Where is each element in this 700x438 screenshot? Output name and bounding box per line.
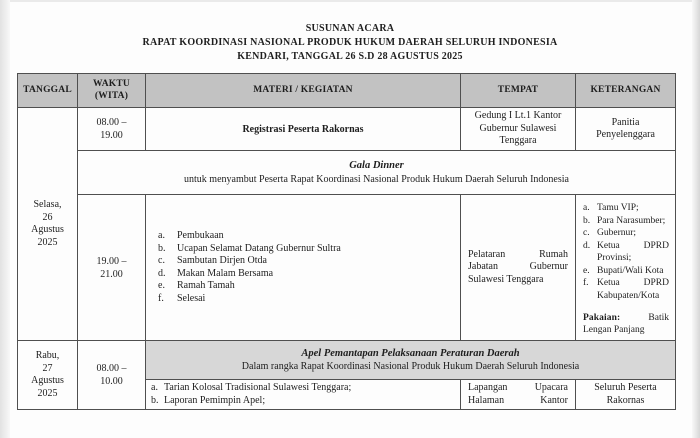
evening-agenda-row [18,195,676,341]
dress-code [583,313,669,336]
tempat-evening-line2: Jabatan Gubernur [468,261,568,273]
title-line-2: RAPAT KOORDINASI NASIONAL PRODUK HUKUM DAERAH SELURUH INDONESIA [142,37,558,48]
date-day1-line2: 26 [42,211,53,223]
date-day2-line2: 27 [42,362,53,374]
agenda-item: e. Ramah Tamah [158,280,235,291]
invitee-item: f. Ketua DPRD Kabupaten/Kota [583,278,669,301]
agenda-item: f. Selesai [158,292,206,304]
tempat-evening-line1: Pelataran Rumah [468,248,568,260]
tempat-cell-evening [461,195,576,341]
agenda-item: c. Sambutan Dirjen Otda [158,255,267,266]
tempat-morning-line1: Lapangan Upacara [468,382,568,393]
photo-edge-top [0,0,700,2]
registration-row [18,108,676,151]
tempat-evening-line3: Sulawesi Tenggara [468,273,544,285]
apel-subtitle: Dalam rangka Rapat Koordinasi Nasional Produk Hukum Daerah Seluruh Indonesia [241,361,580,372]
apel-banner-row [18,341,676,380]
gala-dinner-title: Gala Dinner [349,160,404,171]
header-tempat: TEMPAT [461,74,576,108]
title-line-3: KENDARI, TANGGAL 26 S.D 28 AGUSTUS 2025 [237,51,463,62]
materi-cell-registration: Registrasi Peserta Rakornas [146,108,461,151]
agenda-item: a. Tarian Kolosal Tradisional Sulawesi Tenggara; [151,382,352,393]
apel-title: Apel Pemantapan Pelaksanaan Peraturan Daerah [301,347,520,359]
date-day1-line4: 2025 [37,236,58,248]
time-cell-registration [78,108,146,151]
date-day2-line3: Agustus [31,375,64,386]
invitee-item: c. Gubernur; [583,228,637,238]
gala-dinner-cell [78,151,676,195]
keterangan-cell-registration: Panitia Penyelenggara [576,108,676,151]
evening-time-start: 19.00 – [96,255,127,267]
agenda-item: b. Ucapan Selamat Datang Gubernur Sultra [158,242,341,254]
morning-time-start: 08.00 – [96,363,127,374]
agenda-table [17,73,676,410]
header-keterangan: KETERANGAN [576,74,676,108]
date-day2-line4: 2025 [37,387,58,399]
tempat-cell-morning [461,380,576,410]
invitee-item: d. Ketua DPRD Provinsi; [583,240,669,263]
dress-code-value: Batik Lengan Panjang [583,313,669,335]
morning-time-end: 10.00 [100,376,123,387]
keterangan-cell-morning: Seluruh Peserta Rakornas [576,380,676,410]
gala-dinner-subtitle: untuk menyambut Peserta Rapat Koordinasi Nasional Produk Hukum Daerah Seluruh Indonesia [184,173,569,185]
agenda-item: a. Pembukaan [158,230,224,241]
header-waktu-line2: (WITA) [94,90,129,101]
invitee-item: b. Para Narasumber; [583,215,666,226]
header-materi: MATERI / KEGIATAN [146,74,461,108]
header-waktu-line1: WAKTU [93,79,130,89]
invitee-item: a. Tamu VIP; [583,203,639,213]
date-cell-day2 [18,341,78,410]
registration-time-end: 19.00 [100,130,123,141]
materi-cell-morning [146,380,461,410]
header-tanggal: TANGGAL [18,74,78,108]
header-row [18,74,676,108]
gala-dinner-row [18,151,676,195]
photo-edge-right [692,0,700,438]
photo-edge-left [0,0,10,438]
tempat-cell-registration: Gedung I Lt.1 Kantor Gubernur Sulawesi Tenggara [461,108,576,151]
document-title [0,22,700,64]
agenda-item: b. Laporan Pemimpin Apel; [151,394,266,406]
apel-banner-cell [146,341,676,380]
dress-code-label: Pakaian: [583,313,621,323]
invitee-item: e. Bupati/Wali Kota [583,265,664,276]
date-day1-line3: Agustus [31,224,64,235]
date-day2-line1: Rabu, [35,350,60,361]
header-waktu [78,74,146,108]
materi-cell-evening [146,195,461,341]
tempat-morning-line2: Halaman Kantor [468,394,568,406]
time-cell-evening [78,195,146,341]
keterangan-cell-evening [576,195,676,341]
agenda-item: d. Makan Malam Bersama [158,267,274,279]
date-day1-line1: Selasa, [33,199,62,210]
evening-time-end: 21.00 [100,268,123,280]
title-line-1: SUSUNAN ACARA [305,23,395,34]
time-cell-morning [78,341,146,410]
registration-time-start: 08.00 – [96,117,127,128]
date-cell-day1 [18,108,78,341]
